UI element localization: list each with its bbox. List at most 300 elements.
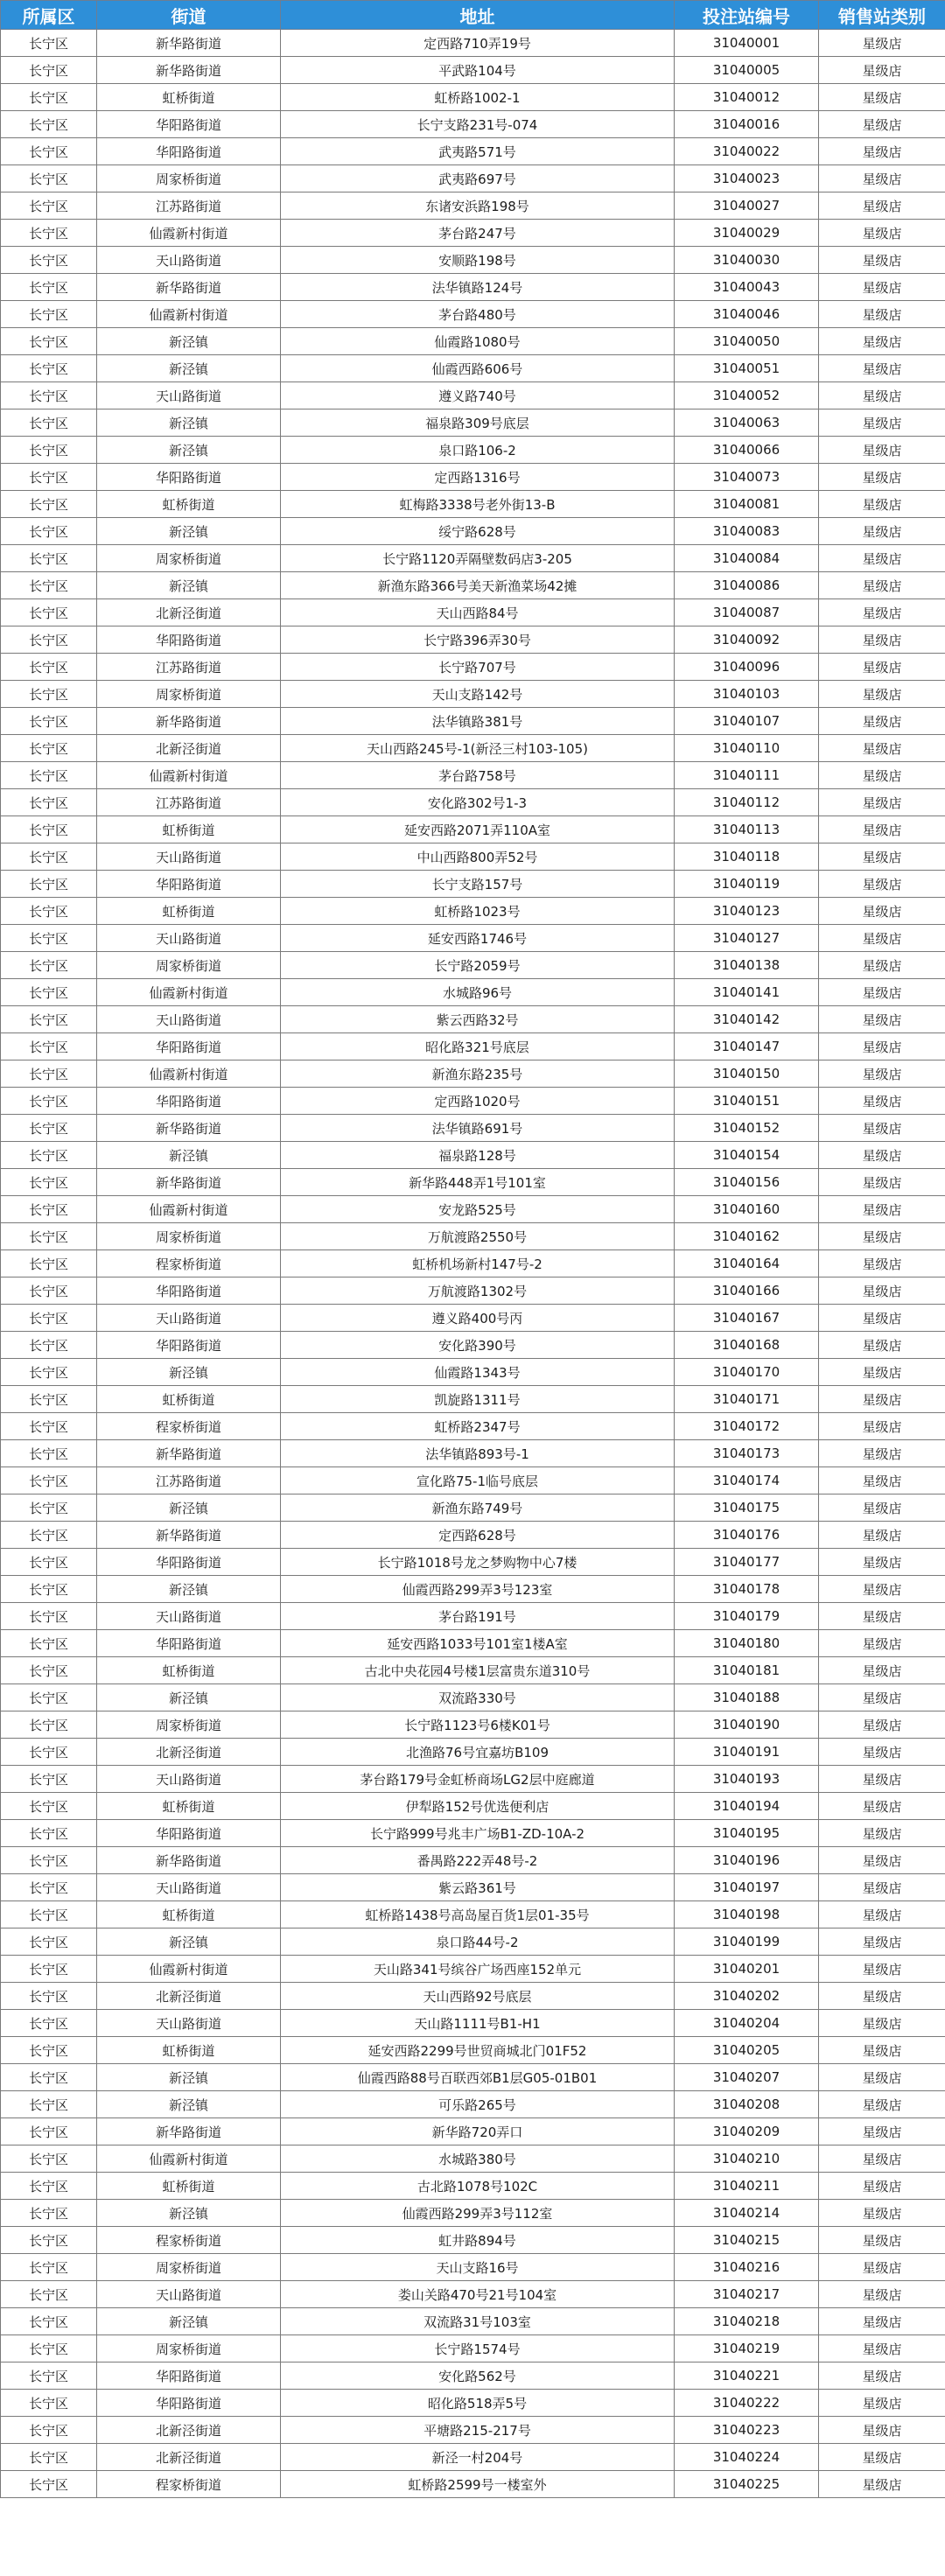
table-row — [1, 2362, 945, 2390]
cell-street: 新泾镇 — [97, 1494, 281, 1522]
cell-station-id: 31040103 — [675, 681, 819, 708]
cell-street: 新泾镇 — [97, 572, 281, 599]
cell-street: 新泾镇 — [97, 2308, 281, 2335]
table-row — [1, 1006, 945, 1033]
cell-street: 新华路街道 — [97, 1847, 281, 1874]
table-row — [1, 2118, 945, 2146]
cell-district: 长宁区 — [1, 355, 97, 382]
table-row — [1, 274, 945, 301]
cell-category: 星级店 — [819, 138, 945, 165]
cell-street: 程家桥街道 — [97, 1250, 281, 1278]
cell-district: 长宁区 — [1, 1549, 97, 1576]
cell-street: 天山路街道 — [97, 247, 281, 274]
cell-category: 星级店 — [819, 1359, 945, 1386]
cell-district: 长宁区 — [1, 2064, 97, 2091]
cell-address: 福泉路309号底层 — [281, 410, 675, 437]
cell-street: 新泾镇 — [97, 328, 281, 355]
cell-station-id: 31040152 — [675, 1115, 819, 1142]
cell-district: 长宁区 — [1, 1006, 97, 1033]
cell-category: 星级店 — [819, 1467, 945, 1494]
cell-address: 长宁路1574号 — [281, 2335, 675, 2362]
cell-category: 星级店 — [819, 1820, 945, 1847]
cell-address: 水城路380号 — [281, 2146, 675, 2173]
cell-district: 长宁区 — [1, 192, 97, 220]
cell-district: 长宁区 — [1, 437, 97, 464]
table-row — [1, 1440, 945, 1467]
cell-station-id: 31040066 — [675, 437, 819, 464]
table-body — [1, 30, 945, 2498]
cell-category: 星级店 — [819, 708, 945, 735]
cell-street: 北新泾街道 — [97, 2444, 281, 2471]
cell-station-id: 31040150 — [675, 1060, 819, 1088]
cell-address: 天山西路84号 — [281, 599, 675, 626]
cell-address: 紫云西路32号 — [281, 1006, 675, 1033]
cell-station-id: 31040001 — [675, 30, 819, 57]
cell-station-id: 31040210 — [675, 2146, 819, 2173]
cell-address: 长宁路1120弄隔壁数码店3-205 — [281, 545, 675, 572]
cell-category: 星级店 — [819, 789, 945, 816]
cell-station-id: 31040063 — [675, 410, 819, 437]
cell-district: 长宁区 — [1, 111, 97, 138]
table-row — [1, 545, 945, 572]
cell-station-id: 31040168 — [675, 1332, 819, 1359]
cell-district: 长宁区 — [1, 2471, 97, 2498]
cell-category: 星级店 — [819, 1440, 945, 1467]
cell-category: 星级店 — [819, 2254, 945, 2281]
cell-address: 虹桥路1438号高岛屋百货1层01-35号 — [281, 1901, 675, 1928]
table-row — [1, 2064, 945, 2091]
cell-street: 新华路街道 — [97, 1169, 281, 1196]
cell-address: 遵义路400号丙 — [281, 1305, 675, 1332]
cell-category: 星级店 — [819, 274, 945, 301]
cell-category: 星级店 — [819, 2064, 945, 2091]
cell-station-id: 31040084 — [675, 545, 819, 572]
cell-category: 星级店 — [819, 1006, 945, 1033]
cell-station-id: 31040113 — [675, 816, 819, 844]
cell-address: 古北路1078号102C — [281, 2173, 675, 2200]
table-row — [1, 1603, 945, 1630]
cell-station-id: 31040222 — [675, 2390, 819, 2417]
cell-district: 长宁区 — [1, 1169, 97, 1196]
cell-street: 虹桥街道 — [97, 84, 281, 111]
cell-street: 天山路街道 — [97, 382, 281, 410]
cell-station-id: 31040030 — [675, 247, 819, 274]
table-row — [1, 2390, 945, 2417]
cell-district: 长宁区 — [1, 491, 97, 518]
cell-station-id: 31040151 — [675, 1088, 819, 1115]
cell-station-id: 31040199 — [675, 1928, 819, 1956]
cell-station-id: 31040214 — [675, 2200, 819, 2227]
cell-category: 星级店 — [819, 1223, 945, 1250]
table-row — [1, 1223, 945, 1250]
cell-address: 茅台路247号 — [281, 220, 675, 247]
table-row — [1, 2444, 945, 2471]
cell-category: 星级店 — [819, 2308, 945, 2335]
cell-address: 天山支路142号 — [281, 681, 675, 708]
cell-address: 安化路302号1-3 — [281, 789, 675, 816]
cell-street: 华阳路街道 — [97, 626, 281, 654]
cell-district: 长宁区 — [1, 626, 97, 654]
cell-station-id: 31040096 — [675, 654, 819, 681]
cell-address: 天山路1111号B1-H1 — [281, 2010, 675, 2037]
table-row — [1, 2335, 945, 2362]
cell-category: 星级店 — [819, 57, 945, 84]
cell-district: 长宁区 — [1, 898, 97, 925]
table-row — [1, 1956, 945, 1983]
cell-station-id: 31040176 — [675, 1522, 819, 1549]
table-row — [1, 1576, 945, 1603]
cell-address: 仙霞西路606号 — [281, 355, 675, 382]
cell-station-id: 31040197 — [675, 1874, 819, 1901]
table-row — [1, 708, 945, 735]
cell-category: 星级店 — [819, 681, 945, 708]
table-row — [1, 111, 945, 138]
table-row — [1, 1712, 945, 1739]
table-row — [1, 979, 945, 1006]
cell-street: 虹桥街道 — [97, 816, 281, 844]
cell-district: 长宁区 — [1, 2308, 97, 2335]
cell-district: 长宁区 — [1, 1467, 97, 1494]
cell-station-id: 31040087 — [675, 599, 819, 626]
cell-district: 长宁区 — [1, 952, 97, 979]
table-row — [1, 165, 945, 192]
cell-address: 仙霞路1080号 — [281, 328, 675, 355]
cell-district: 长宁区 — [1, 925, 97, 952]
cell-station-id: 31040190 — [675, 1712, 819, 1739]
cell-district: 长宁区 — [1, 1305, 97, 1332]
cell-address: 虹桥机场新村147号-2 — [281, 1250, 675, 1278]
cell-category: 星级店 — [819, 2444, 945, 2471]
cell-street: 江苏路街道 — [97, 789, 281, 816]
cell-district: 长宁区 — [1, 328, 97, 355]
cell-station-id: 31040083 — [675, 518, 819, 545]
cell-district: 长宁区 — [1, 1956, 97, 1983]
cell-station-id: 31040171 — [675, 1386, 819, 1413]
table-row — [1, 1386, 945, 1413]
cell-station-id: 31040179 — [675, 1603, 819, 1630]
cell-street: 北新泾街道 — [97, 1739, 281, 1766]
cell-street: 天山路街道 — [97, 844, 281, 871]
cell-category: 星级店 — [819, 1250, 945, 1278]
cell-category: 星级店 — [819, 247, 945, 274]
cell-district: 长宁区 — [1, 1983, 97, 2010]
cell-station-id: 31040027 — [675, 192, 819, 220]
cell-street: 华阳路街道 — [97, 111, 281, 138]
cell-station-id: 31040147 — [675, 1033, 819, 1060]
table-row — [1, 1494, 945, 1522]
cell-category: 星级店 — [819, 1630, 945, 1657]
cell-address: 万航渡路1302号 — [281, 1278, 675, 1305]
cell-district: 长宁区 — [1, 1793, 97, 1820]
cell-district: 长宁区 — [1, 572, 97, 599]
table-row — [1, 491, 945, 518]
cell-address: 仙霞路1343号 — [281, 1359, 675, 1386]
cell-category: 星级店 — [819, 1766, 945, 1793]
cell-street: 天山路街道 — [97, 2010, 281, 2037]
cell-station-id: 31040181 — [675, 1657, 819, 1684]
cell-category: 星级店 — [819, 844, 945, 871]
cell-address: 凯旋路1311号 — [281, 1386, 675, 1413]
table-row — [1, 599, 945, 626]
table-row — [1, 355, 945, 382]
cell-station-id: 31040216 — [675, 2254, 819, 2281]
table-row — [1, 2281, 945, 2308]
cell-category: 星级店 — [819, 2227, 945, 2254]
cell-address: 仙霞西路299弄3号123室 — [281, 1576, 675, 1603]
cell-street: 新泾镇 — [97, 2091, 281, 2118]
cell-address: 长宁路1123号6楼K01号 — [281, 1712, 675, 1739]
cell-category: 星级店 — [819, 599, 945, 626]
cell-category: 星级店 — [819, 2390, 945, 2417]
cell-district: 长宁区 — [1, 1928, 97, 1956]
cell-category: 星级店 — [819, 871, 945, 898]
cell-address: 长宁路999号兆丰广场B1-ZD-10A-2 — [281, 1820, 675, 1847]
cell-address: 虹桥路1023号 — [281, 898, 675, 925]
cell-street: 虹桥街道 — [97, 1901, 281, 1928]
cell-station-id: 31040052 — [675, 382, 819, 410]
cell-station-id: 31040209 — [675, 2118, 819, 2146]
table-row — [1, 464, 945, 491]
cell-street: 北新泾街道 — [97, 1983, 281, 2010]
cell-street: 程家桥街道 — [97, 2471, 281, 2498]
cell-district: 长宁区 — [1, 789, 97, 816]
cell-station-id: 31040127 — [675, 925, 819, 952]
cell-street: 新泾镇 — [97, 1576, 281, 1603]
cell-street: 新泾镇 — [97, 2064, 281, 2091]
cell-street: 华阳路街道 — [97, 871, 281, 898]
cell-address: 绥宁路628号 — [281, 518, 675, 545]
cell-street: 虹桥街道 — [97, 1657, 281, 1684]
table-row — [1, 1169, 945, 1196]
cell-station-id: 31040172 — [675, 1413, 819, 1440]
cell-station-id: 31040218 — [675, 2308, 819, 2335]
cell-district: 长宁区 — [1, 2091, 97, 2118]
cell-address: 长宁路2059号 — [281, 952, 675, 979]
cell-district: 长宁区 — [1, 410, 97, 437]
table-row — [1, 1522, 945, 1549]
cell-district: 长宁区 — [1, 2146, 97, 2173]
table-row — [1, 328, 945, 355]
table-row — [1, 2010, 945, 2037]
cell-category: 星级店 — [819, 355, 945, 382]
cell-district: 长宁区 — [1, 979, 97, 1006]
cell-street: 新华路街道 — [97, 1115, 281, 1142]
cell-address: 水城路96号 — [281, 979, 675, 1006]
cell-district: 长宁区 — [1, 1657, 97, 1684]
cell-street: 仙霞新村街道 — [97, 762, 281, 789]
cell-district: 长宁区 — [1, 1576, 97, 1603]
column-header-address: 地址 — [281, 1, 675, 30]
cell-district: 长宁区 — [1, 2362, 97, 2390]
cell-street: 新泾镇 — [97, 1142, 281, 1169]
table-row — [1, 952, 945, 979]
cell-category: 星级店 — [819, 2335, 945, 2362]
cell-street: 周家桥街道 — [97, 1223, 281, 1250]
cell-address: 宣化路75-1临号底层 — [281, 1467, 675, 1494]
cell-street: 程家桥街道 — [97, 1413, 281, 1440]
cell-district: 长宁区 — [1, 1060, 97, 1088]
cell-street: 新华路街道 — [97, 57, 281, 84]
cell-district: 长宁区 — [1, 816, 97, 844]
table-row — [1, 382, 945, 410]
cell-street: 北新泾街道 — [97, 599, 281, 626]
cell-street: 华阳路街道 — [97, 1088, 281, 1115]
cell-district: 长宁区 — [1, 1196, 97, 1223]
cell-district: 长宁区 — [1, 1494, 97, 1522]
cell-category: 星级店 — [819, 437, 945, 464]
cell-station-id: 31040221 — [675, 2362, 819, 2390]
cell-address: 天山路341号缤谷广场西座152单元 — [281, 1956, 675, 1983]
table-row — [1, 1413, 945, 1440]
cell-district: 长宁区 — [1, 1440, 97, 1467]
cell-address: 东诸安浜路198号 — [281, 192, 675, 220]
cell-street: 天山路街道 — [97, 1603, 281, 1630]
cell-district: 长宁区 — [1, 1223, 97, 1250]
cell-street: 周家桥街道 — [97, 952, 281, 979]
cell-address: 虹桥路1002-1 — [281, 84, 675, 111]
cell-category: 星级店 — [819, 626, 945, 654]
cell-category: 星级店 — [819, 1413, 945, 1440]
cell-district: 长宁区 — [1, 138, 97, 165]
cell-street: 新泾镇 — [97, 410, 281, 437]
cell-station-id: 31040118 — [675, 844, 819, 871]
cell-category: 星级店 — [819, 1386, 945, 1413]
cell-category: 星级店 — [819, 1494, 945, 1522]
cell-street: 新华路街道 — [97, 708, 281, 735]
cell-district: 长宁区 — [1, 57, 97, 84]
cell-category: 星级店 — [819, 925, 945, 952]
cell-street: 天山路街道 — [97, 925, 281, 952]
cell-district: 长宁区 — [1, 1847, 97, 1874]
cell-category: 星级店 — [819, 1549, 945, 1576]
cell-category: 星级店 — [819, 111, 945, 138]
cell-district: 长宁区 — [1, 382, 97, 410]
cell-category: 星级店 — [819, 2471, 945, 2498]
cell-station-id: 31040193 — [675, 1766, 819, 1793]
cell-address: 泉口路106-2 — [281, 437, 675, 464]
cell-street: 华阳路街道 — [97, 1033, 281, 1060]
cell-street: 仙霞新村街道 — [97, 1060, 281, 1088]
cell-category: 星级店 — [819, 1901, 945, 1928]
cell-category: 星级店 — [819, 2037, 945, 2064]
cell-street: 虹桥街道 — [97, 898, 281, 925]
table-row — [1, 138, 945, 165]
cell-address: 天山支路16号 — [281, 2254, 675, 2281]
cell-station-id: 31040170 — [675, 1359, 819, 1386]
cell-address: 长宁路707号 — [281, 654, 675, 681]
cell-address: 新渔东路366号美天新渔菜场42摊 — [281, 572, 675, 599]
cell-category: 星级店 — [819, 464, 945, 491]
table-row — [1, 816, 945, 844]
cell-category: 星级店 — [819, 1169, 945, 1196]
cell-station-id: 31040107 — [675, 708, 819, 735]
cell-district: 长宁区 — [1, 2335, 97, 2362]
cell-district: 长宁区 — [1, 2281, 97, 2308]
table-row — [1, 518, 945, 545]
cell-station-id: 31040164 — [675, 1250, 819, 1278]
cell-station-id: 31040110 — [675, 735, 819, 762]
cell-station-id: 31040123 — [675, 898, 819, 925]
cell-station-id: 31040111 — [675, 762, 819, 789]
cell-district: 长宁区 — [1, 2444, 97, 2471]
table-row — [1, 2227, 945, 2254]
cell-category: 星级店 — [819, 1196, 945, 1223]
cell-address: 昭化路321号底层 — [281, 1033, 675, 1060]
cell-address: 虹井路894号 — [281, 2227, 675, 2254]
cell-category: 星级店 — [819, 328, 945, 355]
cell-address: 双流路31号103室 — [281, 2308, 675, 2335]
cell-street: 天山路街道 — [97, 1766, 281, 1793]
cell-street: 新华路街道 — [97, 1440, 281, 1467]
cell-category: 星级店 — [819, 2362, 945, 2390]
cell-district: 长宁区 — [1, 220, 97, 247]
cell-station-id: 31040201 — [675, 1956, 819, 1983]
cell-district: 长宁区 — [1, 301, 97, 328]
cell-district: 长宁区 — [1, 2417, 97, 2444]
cell-category: 星级店 — [819, 545, 945, 572]
cell-category: 星级店 — [819, 1060, 945, 1088]
table-row — [1, 1467, 945, 1494]
cell-station-id: 31040195 — [675, 1820, 819, 1847]
cell-address: 可乐路265号 — [281, 2091, 675, 2118]
table-row — [1, 1060, 945, 1088]
cell-category: 星级店 — [819, 2281, 945, 2308]
cell-district: 长宁区 — [1, 1250, 97, 1278]
cell-district: 长宁区 — [1, 1820, 97, 1847]
cell-district: 长宁区 — [1, 545, 97, 572]
cell-district: 长宁区 — [1, 1386, 97, 1413]
cell-address: 新泾一村204号 — [281, 2444, 675, 2471]
cell-category: 星级店 — [819, 1142, 945, 1169]
cell-address: 新华路720弄口 — [281, 2118, 675, 2146]
cell-category: 星级店 — [819, 1739, 945, 1766]
table-row — [1, 681, 945, 708]
cell-station-id: 31040022 — [675, 138, 819, 165]
table-row — [1, 789, 945, 816]
cell-street: 虹桥街道 — [97, 1386, 281, 1413]
cell-category: 星级店 — [819, 2091, 945, 2118]
column-header-street: 街道 — [97, 1, 281, 30]
cell-address: 延安西路2299号世贸商城北门01F52 — [281, 2037, 675, 2064]
cell-category: 星级店 — [819, 898, 945, 925]
table-row — [1, 2091, 945, 2118]
table-row — [1, 220, 945, 247]
cell-street: 北新泾街道 — [97, 2417, 281, 2444]
cell-street: 周家桥街道 — [97, 2254, 281, 2281]
cell-street: 新华路街道 — [97, 1522, 281, 1549]
cell-station-id: 31040081 — [675, 491, 819, 518]
cell-address: 长宁支路231号-074 — [281, 111, 675, 138]
table-row — [1, 871, 945, 898]
table-row — [1, 1657, 945, 1684]
cell-address: 茅台路179号金虹桥商场LG2层中庭廊道 — [281, 1766, 675, 1793]
cell-address: 泉口路44号-2 — [281, 1928, 675, 1956]
cell-address: 定西路628号 — [281, 1522, 675, 1549]
cell-station-id: 31040198 — [675, 1901, 819, 1928]
cell-station-id: 31040217 — [675, 2281, 819, 2308]
cell-category: 星级店 — [819, 1928, 945, 1956]
cell-station-id: 31040029 — [675, 220, 819, 247]
table-row — [1, 2471, 945, 2498]
table-row — [1, 192, 945, 220]
cell-street: 新华路街道 — [97, 30, 281, 57]
table-row — [1, 1630, 945, 1657]
table-row — [1, 247, 945, 274]
cell-category: 星级店 — [819, 762, 945, 789]
cell-station-id: 31040177 — [675, 1549, 819, 1576]
cell-street: 天山路街道 — [97, 1305, 281, 1332]
cell-address: 古北中央花园4号楼1层富贵东道310号 — [281, 1657, 675, 1684]
